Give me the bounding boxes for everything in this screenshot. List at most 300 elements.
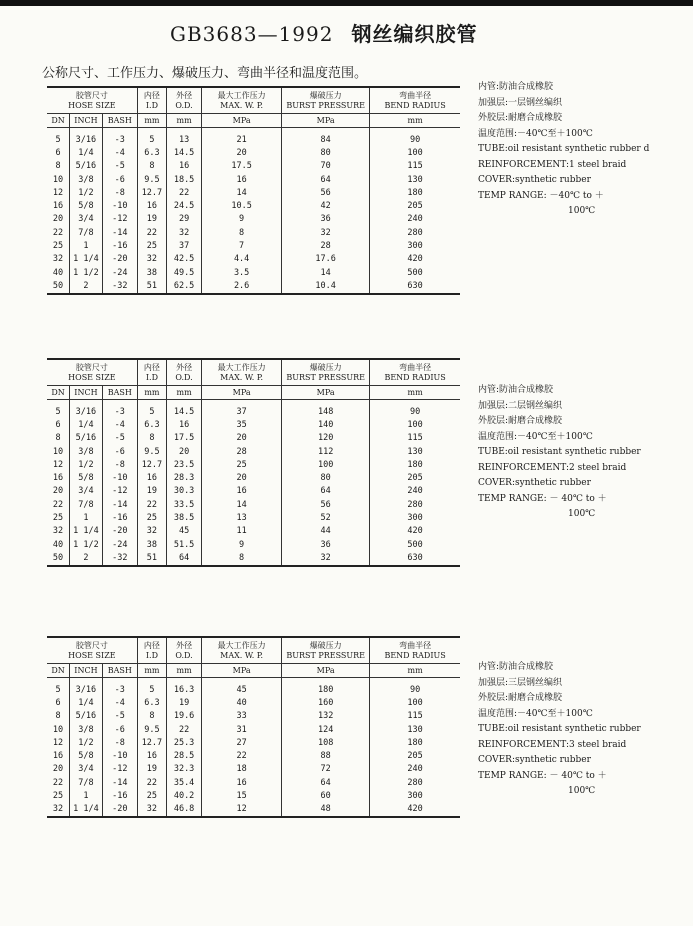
wp-cell: 17.5: [202, 160, 282, 173]
wp-cell: 14: [202, 498, 282, 511]
title-cn: 钢丝编织胶管: [351, 22, 478, 46]
table-row: [47, 239, 460, 252]
note-line: 内管:防油合成橡胶: [478, 662, 554, 672]
dn-cell: 50: [52, 552, 64, 563]
dn-cell: 10: [52, 724, 64, 735]
br-cell: 180: [370, 186, 460, 199]
table-row: [47, 146, 460, 159]
wp-cell: 11: [202, 525, 282, 538]
table-row: [47, 253, 460, 266]
id-cell: 6.3: [137, 696, 166, 709]
inch-cell: 7/8: [70, 226, 103, 239]
inch-cell: 3/16: [70, 133, 103, 146]
id-unit: mm: [137, 386, 166, 400]
id-cell: 19: [137, 763, 166, 776]
table-row: [47, 173, 460, 186]
dn-cell: 12: [52, 187, 64, 198]
table-row: [47, 763, 460, 776]
inch-cell: 1 1/4: [70, 803, 103, 817]
id-cn-header: 内径: [137, 637, 166, 651]
wp-cell: 16: [202, 173, 282, 186]
bp-cell: 36: [282, 538, 370, 551]
table-row: [47, 405, 460, 418]
br-cell: 280: [370, 776, 460, 789]
id-cn-header: 内径: [137, 87, 166, 101]
bp-cell: 64: [282, 776, 370, 789]
br-cell: 280: [370, 498, 460, 511]
wp-cell: 7: [202, 239, 282, 252]
inch-cell: 1: [70, 789, 103, 802]
bash-cell: -4: [102, 146, 137, 159]
inch-cell: 3/16: [70, 405, 103, 418]
dn-cell: 5: [55, 684, 61, 695]
br-cell: 100: [370, 146, 460, 159]
bp-cell: 84: [282, 133, 370, 146]
bp-cell: 180: [282, 683, 370, 696]
table-row: [47, 160, 460, 173]
id-cell: 6.3: [137, 418, 166, 431]
br-cell: 90: [370, 683, 460, 696]
br-cell: 630: [370, 279, 460, 293]
br-cell: 300: [370, 511, 460, 524]
table-row: [47, 485, 460, 498]
bash-cell: -4: [102, 418, 137, 431]
dn-cell: 8: [55, 711, 61, 722]
table-row: [47, 776, 460, 789]
bp-cell: 72: [282, 763, 370, 776]
bash-cell: -32: [102, 551, 137, 565]
id-cell: 25: [137, 789, 166, 802]
wp-cell: 45: [202, 683, 282, 696]
dn-cell: 22: [52, 227, 64, 238]
dn-cell: 25: [52, 513, 64, 524]
table-row: [47, 432, 460, 445]
bp-cell: 48: [282, 803, 370, 817]
wp-cell: 15: [202, 789, 282, 802]
note-line: TUBE:oil resistant synthetic rubber: [478, 447, 641, 457]
br-cell: 100: [370, 696, 460, 709]
table-row: [47, 418, 460, 431]
bash-cell: -10: [102, 199, 137, 212]
od-cell: 37: [167, 239, 202, 252]
note-line: 温度范围:－40℃至＋100℃: [478, 431, 593, 442]
id-cn-header: 内径: [137, 359, 166, 373]
bp-cell: 88: [282, 749, 370, 762]
inch-cell: 5/16: [70, 710, 103, 723]
bp-cell: 60: [282, 789, 370, 802]
od-cell: 19: [167, 696, 202, 709]
table-row: [47, 226, 460, 239]
note-line: 内管:防油合成橡胶: [478, 82, 554, 92]
note-line: TEMP RANGE: －40℃ to ＋: [478, 190, 604, 201]
bash-cell: -20: [102, 803, 137, 817]
bp-cn-header: 爆破压力: [282, 359, 370, 373]
inch-cell: 7/8: [70, 776, 103, 789]
bash-cell: -4: [102, 696, 137, 709]
table-row: [47, 803, 460, 817]
dn-cell: 10: [52, 446, 64, 457]
od-cell: 45: [167, 525, 202, 538]
id-cell: 22: [137, 776, 166, 789]
bp-cell: 140: [282, 418, 370, 431]
note-line: 温度范围:－40℃至＋100℃: [478, 708, 593, 719]
inch-cell: 2: [70, 279, 103, 293]
wp-cn-header: 最大工作压力: [202, 87, 282, 101]
bp-cell: 14: [282, 266, 370, 279]
inch-cell: 1: [70, 239, 103, 252]
table-row: [47, 458, 460, 471]
table-row: [47, 213, 460, 226]
id-cell: 22: [137, 226, 166, 239]
dn-cell: 16: [52, 473, 64, 484]
table-row: [47, 199, 460, 212]
wp-cell: 20: [202, 471, 282, 484]
inch-cell: 2: [70, 551, 103, 565]
br-cell: 420: [370, 525, 460, 538]
bp-cell: 80: [282, 146, 370, 159]
id-cell: 16: [137, 199, 166, 212]
br-cell: 130: [370, 173, 460, 186]
id-cell: 5: [137, 133, 166, 146]
bp-cell: 132: [282, 710, 370, 723]
bash-cell: -6: [102, 723, 137, 736]
id-cell: 38: [137, 266, 166, 279]
inch-cell: 5/8: [70, 471, 103, 484]
inch-cell: 1/4: [70, 418, 103, 431]
wp-cn-header: 最大工作压力: [202, 359, 282, 373]
inch-cell: 3/8: [70, 173, 103, 186]
id-en-header: I.D: [137, 651, 166, 664]
title-code: GB3683—1992: [170, 22, 334, 46]
inch-cell: 3/4: [70, 213, 103, 226]
bash-cell: -16: [102, 789, 137, 802]
id-cell: 9.5: [137, 723, 166, 736]
id-cell: 5: [137, 405, 166, 418]
br-cell: 240: [370, 485, 460, 498]
od-cn-header: 外径: [167, 359, 202, 373]
br-cell: 500: [370, 538, 460, 551]
od-cell: 13: [167, 133, 202, 146]
bp-en-header: BURST PRESSURE: [282, 373, 370, 386]
inch-cell: 3/16: [70, 683, 103, 696]
note-line: 100℃: [568, 786, 596, 796]
bash-cell: -8: [102, 458, 137, 471]
bash-cell: -14: [102, 498, 137, 511]
wp-cell: 37: [202, 405, 282, 418]
od-cell: 16: [167, 160, 202, 173]
br-cell: 115: [370, 432, 460, 445]
od-en-header: O.D.: [167, 101, 202, 114]
od-cell: 51.5: [167, 538, 202, 551]
bp-cell: 124: [282, 723, 370, 736]
inch-cell: 1/2: [70, 186, 103, 199]
bp-unit: MPa: [282, 114, 370, 128]
bash-header: BASH: [102, 114, 137, 128]
note-line: 100℃: [568, 509, 596, 519]
spec-table-3: [47, 636, 460, 818]
note-line: COVER:synthetic rubber: [478, 478, 591, 488]
bp-cell: 70: [282, 160, 370, 173]
bp-cell: 64: [282, 485, 370, 498]
wp-en-header: MAX. W. P.: [202, 651, 282, 664]
note-line: REINFORCEMENT:2 steel braid: [478, 462, 627, 473]
od-cell: 62.5: [167, 279, 202, 293]
wp-cell: 4.4: [202, 253, 282, 266]
dn-cell: 25: [52, 241, 64, 252]
bp-cell: 112: [282, 445, 370, 458]
id-cell: 12.7: [137, 458, 166, 471]
inch-cell: 1: [70, 511, 103, 524]
dn-cell: 16: [52, 201, 64, 212]
dn-cell: 40: [52, 539, 64, 550]
bp-cell: 42: [282, 199, 370, 212]
br-cell: 180: [370, 736, 460, 749]
bp-cn-header: 爆破压力: [282, 87, 370, 101]
inch-cell: 7/8: [70, 498, 103, 511]
dn-cell: 12: [52, 459, 64, 470]
dn-cell: 8: [55, 161, 61, 172]
od-cell: 24.5: [167, 199, 202, 212]
wp-cell: 16: [202, 485, 282, 498]
br-cn-header: 弯曲半径: [370, 637, 460, 651]
table-row: [47, 471, 460, 484]
bp-cell: 64: [282, 173, 370, 186]
wp-unit: MPa: [202, 664, 282, 678]
bp-cell: 52: [282, 511, 370, 524]
hose-size-cn-header: 胶管尺寸: [75, 91, 108, 100]
bash-cell: -12: [102, 213, 137, 226]
bash-header: BASH: [102, 664, 137, 678]
wp-cell: 8: [202, 226, 282, 239]
note-line: 外胶层:耐磨合成橡胶: [478, 693, 563, 703]
spec-notes-1: [478, 80, 649, 220]
inch-cell: 3/8: [70, 723, 103, 736]
bash-cell: -12: [102, 485, 137, 498]
od-cell: 38.5: [167, 511, 202, 524]
id-cell: 32: [137, 803, 166, 817]
table-row: [47, 279, 460, 293]
note-line: TUBE:oil resistant synthetic rubber: [478, 724, 641, 734]
dn-cell: 40: [52, 267, 64, 278]
inch-cell: 1 1/4: [70, 525, 103, 538]
wp-cell: 40: [202, 696, 282, 709]
br-cell: 180: [370, 458, 460, 471]
wp-cell: 12: [202, 803, 282, 817]
id-cell: 25: [137, 511, 166, 524]
br-cell: 90: [370, 133, 460, 146]
spec-table-1: [47, 86, 460, 295]
bash-cell: -10: [102, 749, 137, 762]
od-cell: 33.5: [167, 498, 202, 511]
bp-cell: 120: [282, 432, 370, 445]
inch-header: INCH: [70, 114, 103, 128]
dn-cell: 22: [52, 777, 64, 788]
bash-cell: -6: [102, 173, 137, 186]
br-unit: mm: [370, 114, 460, 128]
wp-cell: 2.6: [202, 279, 282, 293]
id-cell: 16: [137, 749, 166, 762]
br-cell: 130: [370, 723, 460, 736]
bash-cell: -24: [102, 266, 137, 279]
od-cell: 20: [167, 445, 202, 458]
dn-header: DN: [47, 664, 70, 678]
hose-size-cn-header: 胶管尺寸: [75, 363, 108, 372]
inch-header: INCH: [70, 664, 103, 678]
wp-cell: 22: [202, 749, 282, 762]
od-cell: 25.3: [167, 736, 202, 749]
wp-en-header: MAX. W. P.: [202, 373, 282, 386]
bp-cell: 148: [282, 405, 370, 418]
od-unit: mm: [167, 664, 202, 678]
bp-cell: 100: [282, 458, 370, 471]
od-cn-header: 外径: [167, 87, 202, 101]
br-en-header: BEND RADIUS: [370, 101, 460, 114]
table-row: [47, 749, 460, 762]
note-line: 温度范围:－40℃至＋100℃: [478, 128, 593, 139]
id-cell: 12.7: [137, 736, 166, 749]
table-row: [47, 696, 460, 709]
br-cell: 280: [370, 226, 460, 239]
note-line: TEMP RANGE: － 40℃ to ＋: [478, 493, 607, 504]
bash-cell: -32: [102, 279, 137, 293]
bash-cell: -10: [102, 471, 137, 484]
page-title: [170, 18, 477, 47]
od-cell: 28.5: [167, 749, 202, 762]
table-row: [47, 186, 460, 199]
table-row: [47, 551, 460, 565]
id-cell: 6.3: [137, 146, 166, 159]
note-line: REINFORCEMENT:3 steel braid: [478, 739, 627, 750]
id-cell: 19: [137, 485, 166, 498]
dn-cell: 5: [55, 134, 61, 145]
wp-cell: 16: [202, 776, 282, 789]
br-cell: 300: [370, 239, 460, 252]
dn-cell: 5: [55, 406, 61, 417]
wp-cell: 14: [202, 186, 282, 199]
bash-cell: -8: [102, 736, 137, 749]
dn-cell: 6: [55, 697, 61, 708]
page-subtitle: 公称尺寸、工作压力、爆破压力、弯曲半径和温度范围。: [42, 66, 368, 81]
bp-cell: 108: [282, 736, 370, 749]
od-cell: 30.3: [167, 485, 202, 498]
note-line: REINFORCEMENT:1 steel braid: [478, 159, 627, 170]
od-cell: 35.4: [167, 776, 202, 789]
br-en-header: BEND RADIUS: [370, 651, 460, 664]
table-row: [47, 710, 460, 723]
bash-cell: -6: [102, 445, 137, 458]
note-line: 加强层:二层钢丝编织: [478, 400, 563, 411]
wp-en-header: MAX. W. P.: [202, 101, 282, 114]
br-cell: 240: [370, 213, 460, 226]
wp-cell: 3.5: [202, 266, 282, 279]
id-unit: mm: [137, 664, 166, 678]
inch-cell: 5/16: [70, 160, 103, 173]
bash-cell: -14: [102, 226, 137, 239]
bp-cell: 28: [282, 239, 370, 252]
wp-cell: 33: [202, 710, 282, 723]
bp-cell: 160: [282, 696, 370, 709]
table-row: [47, 683, 460, 696]
bp-cell: 32: [282, 551, 370, 565]
bash-cell: -5: [102, 160, 137, 173]
bp-en-header: BURST PRESSURE: [282, 101, 370, 114]
bash-cell: -3: [102, 405, 137, 418]
id-cell: 9.5: [137, 445, 166, 458]
br-unit: mm: [370, 664, 460, 678]
od-unit: mm: [167, 114, 202, 128]
wp-cell: 13: [202, 511, 282, 524]
bash-cell: -20: [102, 525, 137, 538]
dn-cell: 20: [52, 214, 64, 225]
wp-cell: 35: [202, 418, 282, 431]
od-cell: 18.5: [167, 173, 202, 186]
wp-cell: 21: [202, 133, 282, 146]
id-cell: 9.5: [137, 173, 166, 186]
bash-cell: -20: [102, 253, 137, 266]
id-cell: 22: [137, 498, 166, 511]
wp-cell: 20: [202, 432, 282, 445]
wp-unit: MPa: [202, 114, 282, 128]
bp-unit: MPa: [282, 386, 370, 400]
bash-cell: -24: [102, 538, 137, 551]
id-cell: 32: [137, 525, 166, 538]
od-cell: 22: [167, 723, 202, 736]
od-en-header: O.D.: [167, 373, 202, 386]
note-line: TUBE:oil resistant synthetic rubber d: [478, 144, 650, 154]
table-row: [47, 525, 460, 538]
od-cell: 64: [167, 551, 202, 565]
wp-cell: 27: [202, 736, 282, 749]
bp-cell: 10.4: [282, 279, 370, 293]
id-en-header: I.D: [137, 373, 166, 386]
br-cell: 630: [370, 551, 460, 565]
br-cell: 130: [370, 445, 460, 458]
od-cell: 14.5: [167, 405, 202, 418]
note-line: COVER:synthetic rubber: [478, 755, 591, 765]
dn-cell: 32: [52, 254, 64, 265]
dn-cell: 50: [52, 280, 64, 291]
table-row: [47, 445, 460, 458]
wp-cell: 25: [202, 458, 282, 471]
bash-cell: -16: [102, 239, 137, 252]
bp-cell: 80: [282, 471, 370, 484]
br-cell: 420: [370, 803, 460, 817]
inch-cell: 1/4: [70, 146, 103, 159]
note-line: 内管:防油合成橡胶: [478, 385, 554, 395]
dn-cell: 22: [52, 499, 64, 510]
od-cell: 16.3: [167, 683, 202, 696]
wp-cell: 9: [202, 538, 282, 551]
inch-cell: 3/8: [70, 445, 103, 458]
wp-cell: 28: [202, 445, 282, 458]
inch-cell: 1 1/2: [70, 266, 103, 279]
inch-cell: 5/16: [70, 432, 103, 445]
dn-cell: 6: [55, 419, 61, 430]
note-line: COVER:synthetic rubber: [478, 175, 591, 185]
bp-unit: MPa: [282, 664, 370, 678]
dn-cell: 20: [52, 764, 64, 775]
br-cell: 420: [370, 253, 460, 266]
od-cell: 16: [167, 418, 202, 431]
bp-cell: 44: [282, 525, 370, 538]
id-cell: 12.7: [137, 186, 166, 199]
od-cell: 14.5: [167, 146, 202, 159]
note-line: 外胶层:耐磨合成橡胶: [478, 113, 563, 123]
table-row: [47, 266, 460, 279]
wp-cell: 18: [202, 763, 282, 776]
wp-cell: 10.5: [202, 199, 282, 212]
inch-cell: 1 1/2: [70, 538, 103, 551]
